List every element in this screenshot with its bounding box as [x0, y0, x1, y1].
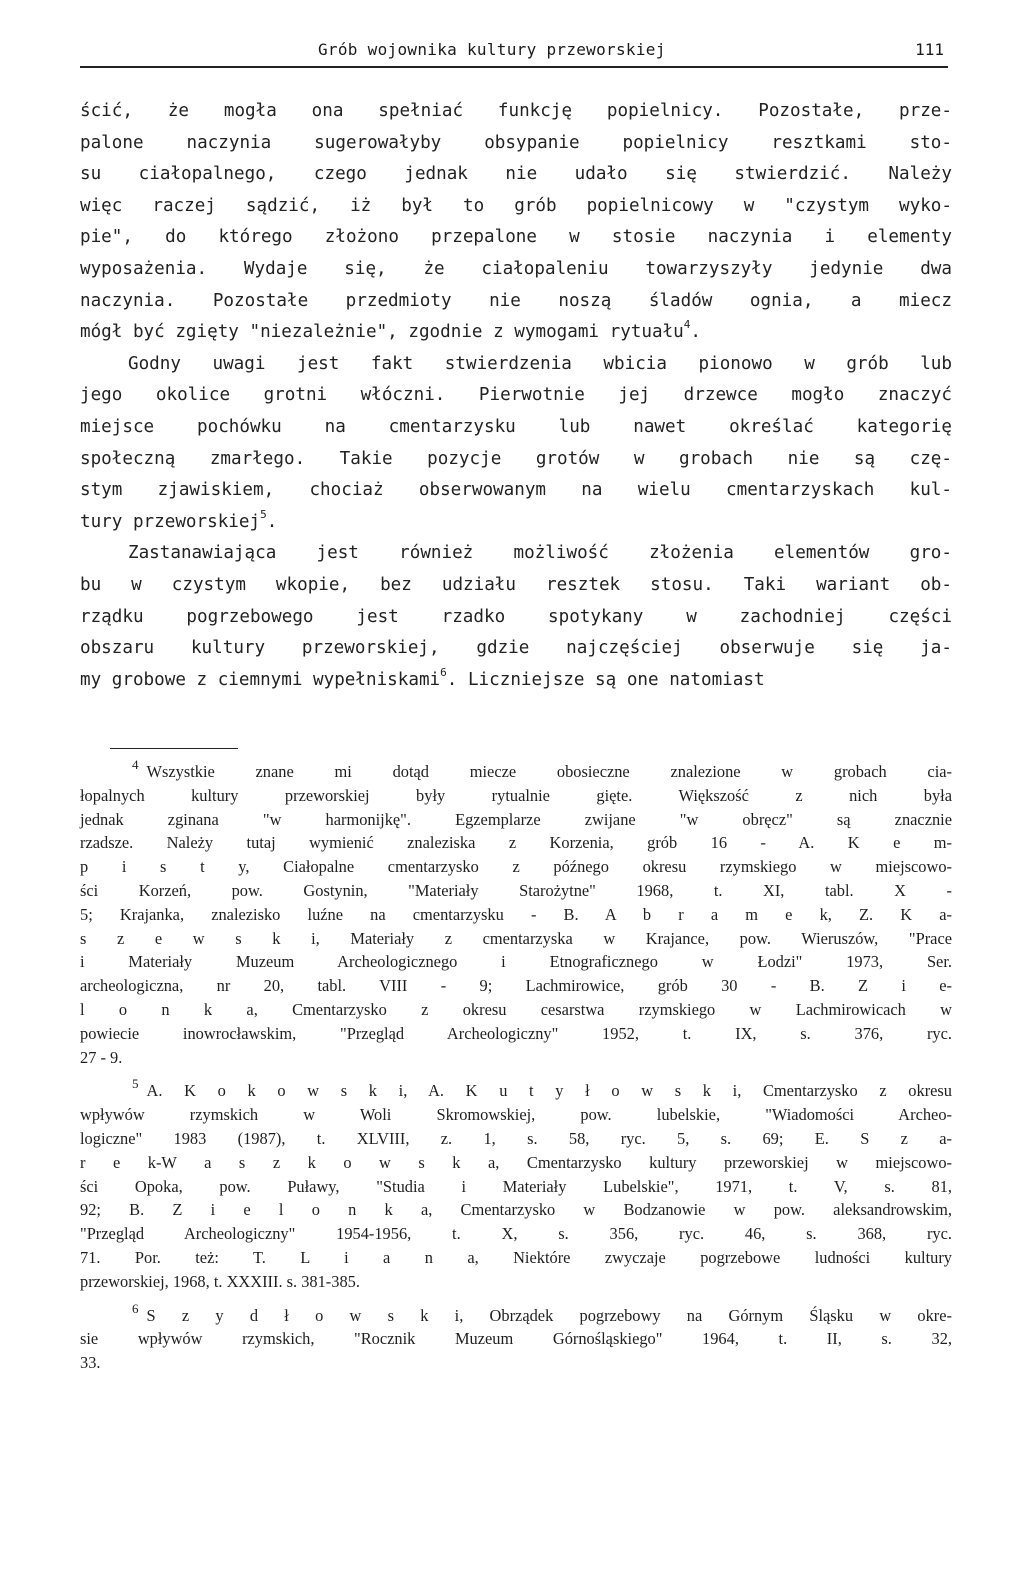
footnote-5-line: r e k-W a s z k o w s k a, Cmentarzysko kultury przeworskiej w miejscowo-: [80, 1152, 952, 1172]
footnote-4-line: p i s t y, Ciałopalne cmentarzysko z późnego okresu rzymskiego w miejscowo-: [80, 857, 952, 877]
text-fragment: . Liczniejsze są one natomiast: [446, 669, 765, 690]
footnote-5-line: ści Opoka, pow. Puławy, "Studia i Materiały Lubelskie", 1971, t. V, s. 81,: [80, 1176, 952, 1196]
text-line: jego okolice grotni włóczni. Pierwotnie jej drzewce mogło znaczyć: [80, 385, 952, 406]
text-line: bu w czystym wkopie, bez udziału resztek stosu. Taki wariant ob-: [80, 574, 952, 595]
text-fragment: my grobowe z ciemnymi wypełniskami: [80, 669, 441, 690]
text-line: Zastanawiająca jest również możliwość złożenia elementów gro-: [128, 543, 952, 564]
text-line: [80, 507, 952, 539]
text-line: palone naczynia sugerowałyby obsypanie popielnicy resztkami sto-: [80, 132, 952, 153]
footnote-4-line: archeologiczna, nr 20, tabl. VIII - 9; Lachmirowice, grób 30 - B. Z i e-: [80, 976, 952, 996]
text-line: pie", do którego złożono przepalone w stosie naczynia i elementy: [80, 227, 952, 248]
text-line: więc raczej sądzić, iż był to grób popielnicowy w "czystym wyko-: [80, 195, 952, 216]
text-line: miejsce pochówku na cmentarzysku lub nawet określać kategorię: [80, 416, 952, 437]
footnote-5-line: 71. Por. też: T. L i a n a, Niektóre zwyczaje pogrzebowe ludności kultury: [80, 1247, 952, 1267]
footnote-4-line: 5; Krajanka, znalezisko luźne na cmentarzysku - B. A b r a m e k, Z. K a-: [80, 904, 952, 924]
footnote-6-line: $^6$ S z y d ł o w s k i, Obrządek pogrzebowy na Górnym Śląsku w okre-: [132, 1300, 952, 1325]
text-line: rządku pogrzebowego jest rzadko spotykany w zachodniej części: [80, 606, 952, 627]
text-line: su ciałopalnego, czego jednak nie udało się stwierdzić. Należy: [80, 164, 952, 185]
text-line: ścić, że mogła ona spełniać funkcję popielnicy. Pozostałe, prze-: [80, 101, 952, 121]
text-fragment: tury przeworskiej: [80, 511, 261, 532]
text-line: społeczną zmarłego. Takie pozycje grotów w grobach nie są czę-: [80, 448, 952, 469]
footnote-4-line: łopalnych kultury przeworskiej były rytualnie gięte. Większość z nich była: [80, 785, 952, 805]
footnote-separator: [110, 748, 238, 749]
footnote-4-line: $^4$ Wszystkie znane mi dotąd miecze obosieczne znalezione w grobach cia-: [132, 757, 952, 781]
period: .: [690, 322, 701, 343]
text-line: [80, 665, 952, 697]
main-text: [80, 96, 952, 696]
running-title: Grób wojownika kultury przeworskiej: [318, 40, 666, 59]
footnote-4-line: rzadsze. Należy tutaj wymienić znaleziska z Korzenia, grób 16 - A. K e m-: [80, 833, 952, 853]
footnote-4-line: powiecie inowrocławskim, "Przegląd Archeologiczny" 1952, t. IX, s. 376, ryc.: [80, 1023, 952, 1043]
footnote-5-line: "Przegląd Archeologiczny" 1954-1956, t. X, s. 356, ryc. 46, s. 368, ryc.: [80, 1224, 952, 1244]
text-line: stym zjawiskiem, chociaż obserwowanym na wielu cmentarzyskach kul-: [80, 480, 952, 501]
footnote-4-line: s z e w s k i, Materiały z cmentarzyska w Krajance, pow. Wieruszów, "Prace: [80, 928, 952, 948]
footnote-mark-5: 5: [132, 1076, 139, 1092]
footnote-5-line: $^5$ A. K o k o w s k i, A. K u t y ł o w s k i, Cmentarzysko z okresu: [132, 1076, 952, 1101]
footnote-4-line: jednak zginana "w harmonijkę". Egzemplarze zwijane "w obręcz" są znacznie: [80, 809, 952, 829]
text-line: obszaru kultury przeworskiej, gdzie najczęściej obserwuje się ja-: [80, 638, 952, 659]
footnote-4-line: i Materiały Muzeum Archeologicznego i Etnograficznego w Łodzi" 1973, Ser.: [80, 952, 952, 972]
header-rule: [80, 66, 948, 68]
footnote-mark-4: 4: [132, 757, 139, 772]
text-line: wyposażenia. Wydaje się, że ciałopaleniu towarzyszyły jedynie dwa: [80, 258, 952, 279]
text-line: Godny uwagi jest fakt stwierdzenia wbicia pionowo w grób lub: [128, 353, 952, 374]
period: .: [266, 511, 278, 532]
footnote-5-line: logiczne" 1983 (1987), t. XLVIII, z. 1, s. 58, ryc. 5, s. 69; E. S z a-: [80, 1128, 952, 1148]
footnote-ref-4[interactable]: 4: [683, 318, 691, 332]
footnote-4-line: ści Korzeń, pow. Gostynin, "Materiały Starożytne" 1968, t. XI, tabl. X -: [80, 880, 952, 900]
text-line: naczynia. Pozostałe przedmioty nie noszą śladów ognia, a miecz: [80, 290, 952, 311]
footnote-6-line: 33.: [80, 1353, 101, 1373]
page-header: [80, 38, 948, 70]
text-fragment: mógł być zgięty "niezależnie", zgodnie z wymogami rytuału: [80, 322, 684, 343]
footnote-ref-6[interactable]: 6: [440, 665, 447, 679]
footnote-5-line: 92; B. Z i e l o n k a, Cmentarzysko w Bodzanowie w pow. aleksandrowskim,: [80, 1200, 952, 1220]
footnote-5-line: przeworskiej, 1968, t. XXXIII. s. 381-385.: [80, 1271, 360, 1291]
footnote-4-line: l o n k a, Cmentarzysko z okresu cesarstwa rzymskiego w Lachmirowicach w: [80, 999, 952, 1019]
footnote-ref-5[interactable]: 5: [260, 507, 267, 521]
footnote-6-line: sie wpływów rzymskich, "Rocznik Muzeum Górnośląskiego" 1964, t. II, s. 32,: [80, 1329, 952, 1349]
footnote-mark-6: 6: [132, 1300, 139, 1316]
footnotes: [80, 757, 952, 1375]
footnote-5-line: wpływów rzymskich w Woli Skromowskiej, pow. lubelskie, "Wiadomości Archeo-: [80, 1105, 952, 1125]
text-line: [80, 317, 952, 349]
page-number: 111: [915, 40, 944, 59]
footnote-4-line: 27 - 9.: [80, 1047, 123, 1067]
